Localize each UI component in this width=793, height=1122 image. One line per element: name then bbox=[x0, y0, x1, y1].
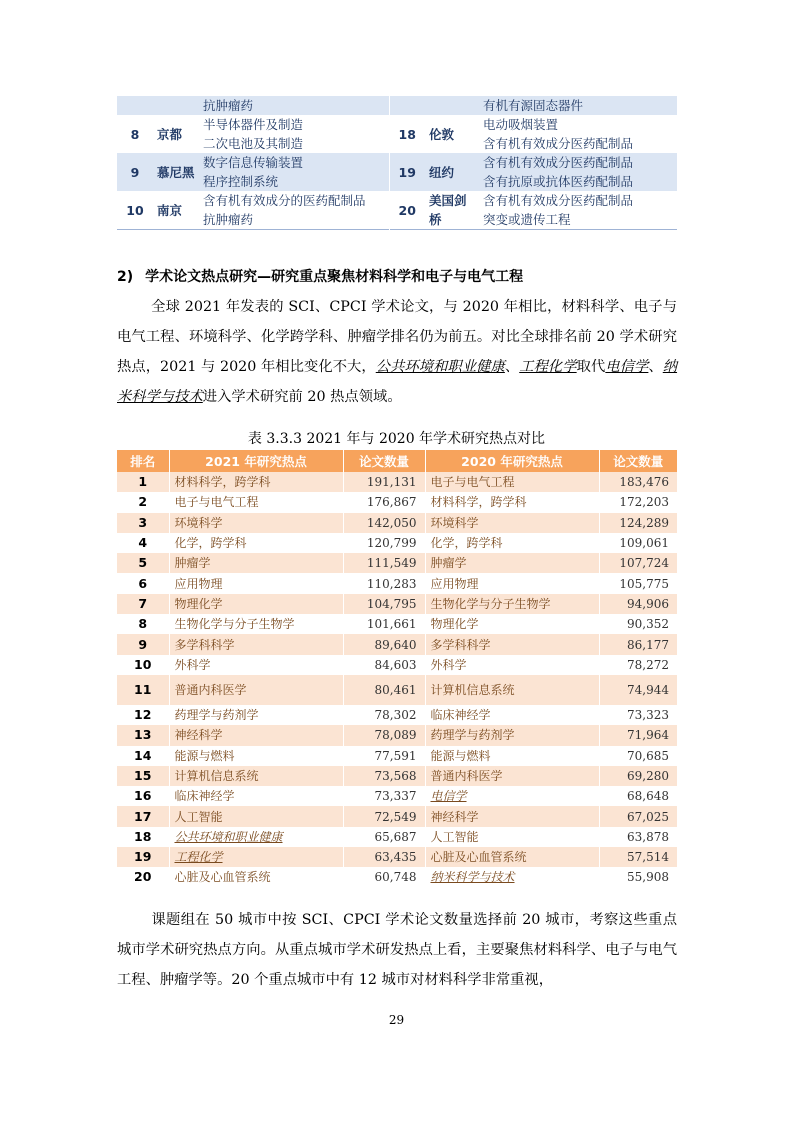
rank-cell: 20 bbox=[117, 867, 169, 887]
count-2021-cell: 142,050 bbox=[343, 513, 425, 533]
city-name: 美国剑桥 bbox=[429, 193, 467, 227]
topic-2020-cell: 能源与燃料 bbox=[425, 746, 599, 766]
patent-item: 有机有源固态器件 bbox=[483, 98, 584, 113]
rank-cell: 11 bbox=[117, 675, 169, 705]
count-2020-cell: 172,203 bbox=[599, 492, 677, 512]
table-row bbox=[117, 786, 677, 806]
patent-items bbox=[199, 191, 389, 230]
patent-item: 半导体器件及制造 bbox=[203, 117, 304, 132]
patent-item: 含有机有效成分医药配制品 bbox=[483, 136, 634, 151]
patent-items bbox=[479, 96, 677, 115]
count-2021-cell: 120,799 bbox=[343, 533, 425, 553]
topic-2020-cell: 肿瘤学 bbox=[425, 553, 599, 573]
city-patent-table bbox=[117, 96, 677, 230]
rank-cell: 18 bbox=[117, 827, 169, 847]
topic-2021-cell: 普通内科医学 bbox=[169, 675, 343, 705]
table-row bbox=[117, 675, 677, 705]
table-row bbox=[117, 746, 677, 766]
city-name bbox=[425, 96, 479, 115]
topic-2021-cell: 生物化学与分子生物学 bbox=[169, 614, 343, 634]
header-count-2021: 论文数量 bbox=[343, 450, 425, 472]
table-row bbox=[117, 472, 677, 492]
header-count-2020: 论文数量 bbox=[599, 450, 677, 472]
table-row bbox=[117, 634, 677, 654]
rank-number: 19 bbox=[389, 153, 425, 191]
count-2021-cell: 73,337 bbox=[343, 786, 425, 806]
rank-number: 9 bbox=[117, 153, 153, 191]
table-row bbox=[117, 573, 677, 593]
topic-2020-cell bbox=[425, 867, 599, 887]
table-row bbox=[117, 191, 677, 230]
topic-2021-cell: 心脏及心血管系统 bbox=[169, 867, 343, 887]
table-row bbox=[117, 725, 677, 745]
count-2020-cell: 78,272 bbox=[599, 655, 677, 675]
topic-2020-cell: 材料科学，跨学科 bbox=[425, 492, 599, 512]
rank-cell: 10 bbox=[117, 655, 169, 675]
table-row bbox=[117, 533, 677, 553]
emphasis-term: 电信学 bbox=[605, 359, 649, 375]
rank-cell: 14 bbox=[117, 746, 169, 766]
topic-2021-cell: 肿瘤学 bbox=[169, 553, 343, 573]
count-2020-cell: 70,685 bbox=[599, 746, 677, 766]
topic-2020-cell: 药理学与药剂学 bbox=[425, 725, 599, 745]
table-row bbox=[117, 115, 677, 153]
rank-cell: 3 bbox=[117, 513, 169, 533]
rank-cell: 8 bbox=[117, 614, 169, 634]
topic-2021-cell: 多学科科学 bbox=[169, 634, 343, 654]
topic-2020-cell: 化学，跨学科 bbox=[425, 533, 599, 553]
count-2021-cell: 101,661 bbox=[343, 614, 425, 634]
topic-2021-cell: 物理化学 bbox=[169, 594, 343, 614]
topic-2021-cell: 药理学与药剂学 bbox=[169, 705, 343, 725]
rank-cell: 1 bbox=[117, 472, 169, 492]
patent-item: 程序控制系统 bbox=[203, 174, 279, 189]
rank-cell: 17 bbox=[117, 806, 169, 826]
rank-number bbox=[117, 96, 153, 115]
count-2020-cell: 105,775 bbox=[599, 573, 677, 593]
table-row bbox=[117, 766, 677, 786]
count-2020-cell: 67,025 bbox=[599, 806, 677, 826]
header-rank: 排名 bbox=[117, 450, 169, 472]
patent-items bbox=[199, 96, 389, 115]
patent-item: 含有机有效成分医药配制品 bbox=[483, 193, 634, 208]
topic-2020-cell: 外科学 bbox=[425, 655, 599, 675]
city-name bbox=[153, 96, 199, 115]
topic-2020-cell: 普通内科医学 bbox=[425, 766, 599, 786]
rank-cell: 16 bbox=[117, 786, 169, 806]
section-heading bbox=[117, 266, 523, 286]
table-row bbox=[117, 867, 677, 887]
count-2021-cell: 63,435 bbox=[343, 847, 425, 867]
table-row bbox=[117, 153, 677, 191]
rank-number: 10 bbox=[126, 202, 144, 218]
rank-number bbox=[389, 96, 425, 115]
topic-2020-cell: 生物化学与分子生物学 bbox=[425, 594, 599, 614]
topic-2020-cell: 心脏及心血管系统 bbox=[425, 847, 599, 867]
count-2020-cell: 94,906 bbox=[599, 594, 677, 614]
city-name: 京都 bbox=[157, 126, 183, 142]
rank-cell: 6 bbox=[117, 573, 169, 593]
table-row bbox=[117, 847, 677, 867]
header-topic-2021: 2021 年研究热点 bbox=[169, 450, 343, 472]
patent-item: 含有机有效成分的医药配制品 bbox=[203, 193, 366, 208]
topic-2021-cell: 材料科学，跨学科 bbox=[169, 472, 343, 492]
patent-items bbox=[479, 115, 677, 153]
count-2020-cell: 86,177 bbox=[599, 634, 677, 654]
topic-2021-cell: 神经科学 bbox=[169, 725, 343, 745]
emphasis-term: 纳米科学与技术 bbox=[117, 359, 678, 405]
count-2021-cell: 89,640 bbox=[343, 634, 425, 654]
count-2021-cell: 176,867 bbox=[343, 492, 425, 512]
count-2020-cell: 183,476 bbox=[599, 472, 677, 492]
topic-2020-cell: 多学科科学 bbox=[425, 634, 599, 654]
topic-2020-cell: 物理化学 bbox=[425, 614, 599, 634]
topic-2021-cell: 应用物理 bbox=[169, 573, 343, 593]
emphasis-term: 工程化学 bbox=[519, 359, 577, 375]
body-paragraph-1: 全球 2021 年发表的 SCI、CPCI 学术论文，与 2020 年相比，材料科学、电子与电气工程、环境科学、化学跨学科、肿瘤学排名仍为前五。对比全球排名前 20 学术研究热点，2021 与 2020 年相比变化不大，公共环境和职业健康、工程化学取代电信学、纳米科学与技术进入学术研究前 20 热点领域。 bbox=[117, 299, 678, 405]
count-2020-cell: 69,280 bbox=[599, 766, 677, 786]
body-paragraph-2: 课题组在 50 城市中按 SCI、CPCI 学术论文数量选择前 20 城市，考察这些重点城市学术研究热点方向。从重点城市学术研发热点上看，主要聚焦材料科学、电子与电气工程、肿瘤学等。20 个重点城市中有 12 城市对材料科学非常重视， bbox=[117, 912, 677, 988]
rank-number: 8 bbox=[130, 126, 140, 142]
count-2021-cell: 111,549 bbox=[343, 553, 425, 573]
patent-item: 突变或遗传工程 bbox=[483, 212, 571, 227]
topic-2020-cell: 环境科学 bbox=[425, 513, 599, 533]
count-2021-cell: 110,283 bbox=[343, 573, 425, 593]
city-name: 南京 bbox=[157, 202, 183, 218]
patent-item: 含有机有效成分医药配制品 bbox=[483, 155, 634, 170]
rank-number: 20 bbox=[389, 191, 425, 230]
rank-number: 18 bbox=[389, 115, 425, 153]
topic-2021-cell: 计算机信息系统 bbox=[169, 766, 343, 786]
table-row bbox=[117, 594, 677, 614]
count-2021-cell: 77,591 bbox=[343, 746, 425, 766]
topic-2020-cell: 神经科学 bbox=[425, 806, 599, 826]
table-row bbox=[117, 513, 677, 533]
patent-items bbox=[199, 153, 389, 191]
city-name: 纽约 bbox=[425, 153, 479, 191]
emphasis-term: 电信学 bbox=[430, 789, 467, 804]
patent-item: 电动吸烟装置 bbox=[483, 117, 559, 132]
topic-2021-cell bbox=[169, 847, 343, 867]
emphasis-term: 公共环境和职业健康 bbox=[375, 359, 505, 375]
table-header-row bbox=[117, 450, 677, 472]
rank-cell: 9 bbox=[117, 634, 169, 654]
count-2021-cell: 72,549 bbox=[343, 806, 425, 826]
topic-2021-cell: 电子与电气工程 bbox=[169, 492, 343, 512]
topic-2021-cell bbox=[169, 827, 343, 847]
patent-item: 数字信息传输装置 bbox=[203, 155, 304, 170]
rank-cell: 15 bbox=[117, 766, 169, 786]
count-2021-cell: 84,603 bbox=[343, 655, 425, 675]
topic-2021-cell: 环境科学 bbox=[169, 513, 343, 533]
rank-cell: 2 bbox=[117, 492, 169, 512]
count-2021-cell: 65,687 bbox=[343, 827, 425, 847]
topic-2020-cell: 人工智能 bbox=[425, 827, 599, 847]
patent-items bbox=[479, 153, 677, 191]
topic-2021-cell: 外科学 bbox=[169, 655, 343, 675]
rank-cell: 5 bbox=[117, 553, 169, 573]
emphasis-term: 公共环境和职业健康 bbox=[174, 829, 283, 844]
patent-items bbox=[479, 191, 677, 230]
rank-cell: 4 bbox=[117, 533, 169, 553]
city-name: 伦敦 bbox=[429, 126, 455, 142]
count-2020-cell: 68,648 bbox=[599, 786, 677, 806]
topic-2020-cell: 应用物理 bbox=[425, 573, 599, 593]
table-row bbox=[117, 614, 677, 634]
rank-cell: 7 bbox=[117, 594, 169, 614]
patent-item: 二次电池及其制造 bbox=[203, 136, 304, 151]
count-2020-cell: 74,944 bbox=[599, 675, 677, 705]
topic-2021-cell: 人工智能 bbox=[169, 806, 343, 826]
count-2020-cell: 107,724 bbox=[599, 553, 677, 573]
page-number: 29 bbox=[388, 1013, 405, 1027]
emphasis-term: 工程化学 bbox=[174, 850, 223, 865]
header-topic-2020: 2020 年研究热点 bbox=[425, 450, 599, 472]
patent-item: 抗肿瘤药 bbox=[203, 98, 254, 113]
topic-2021-cell: 能源与燃料 bbox=[169, 746, 343, 766]
research-hotspot-table bbox=[117, 450, 677, 888]
table-row bbox=[117, 96, 677, 115]
table-row bbox=[117, 492, 677, 512]
topic-2020-cell: 电子与电气工程 bbox=[425, 472, 599, 492]
emphasis-term: 纳米科学与技术 bbox=[430, 870, 515, 885]
table-row bbox=[117, 806, 677, 826]
patent-item: 含有抗原或抗体医药配制品 bbox=[483, 174, 634, 189]
topic-2020-cell bbox=[425, 786, 599, 806]
section-title: 学术论文热点研究—研究重点聚焦材料科学和电子与电气工程 bbox=[145, 269, 524, 285]
patent-item: 抗肿瘤药 bbox=[203, 212, 254, 227]
count-2020-cell: 63,878 bbox=[599, 827, 677, 847]
table-row bbox=[117, 827, 677, 847]
rank-cell: 12 bbox=[117, 705, 169, 725]
count-2021-cell: 73,568 bbox=[343, 766, 425, 786]
count-2020-cell: 124,289 bbox=[599, 513, 677, 533]
count-2020-cell: 90,352 bbox=[599, 614, 677, 634]
count-2020-cell: 57,514 bbox=[599, 847, 677, 867]
section-number: 2) bbox=[117, 269, 134, 285]
count-2021-cell: 60,748 bbox=[343, 867, 425, 887]
count-2021-cell: 191,131 bbox=[343, 472, 425, 492]
table-row bbox=[117, 553, 677, 573]
rank-cell: 19 bbox=[117, 847, 169, 867]
rank-cell: 13 bbox=[117, 725, 169, 745]
count-2020-cell: 55,908 bbox=[599, 867, 677, 887]
count-2020-cell: 109,061 bbox=[599, 533, 677, 553]
city-name: 慕尼黑 bbox=[153, 153, 199, 191]
count-2021-cell: 78,302 bbox=[343, 705, 425, 725]
count-2020-cell: 73,323 bbox=[599, 705, 677, 725]
table-row bbox=[117, 655, 677, 675]
topic-2021-cell: 化学，跨学科 bbox=[169, 533, 343, 553]
table-caption: 表 3.3.3 2021 年与 2020 年学术研究热点对比 bbox=[247, 431, 546, 447]
topic-2020-cell: 临床神经学 bbox=[425, 705, 599, 725]
count-2021-cell: 104,795 bbox=[343, 594, 425, 614]
topic-2020-cell: 计算机信息系统 bbox=[425, 675, 599, 705]
count-2020-cell: 71,964 bbox=[599, 725, 677, 745]
topic-2021-cell: 临床神经学 bbox=[169, 786, 343, 806]
count-2021-cell: 78,089 bbox=[343, 725, 425, 745]
table-row bbox=[117, 705, 677, 725]
count-2021-cell: 80,461 bbox=[343, 675, 425, 705]
patent-items bbox=[199, 115, 389, 153]
